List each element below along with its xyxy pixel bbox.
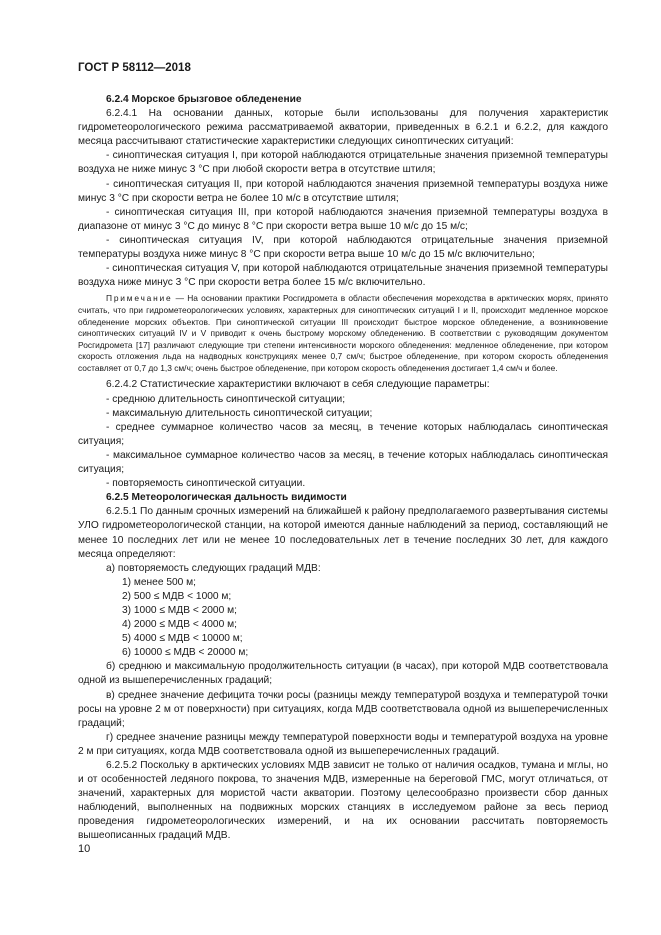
paragraph-6-2-4-1: 6.2.4.1 На основании данных, которые были использованы для получения характеристик гидрометеорологического режима рассматриваемой акватории, приведенных в 6.2.1 и 6.2.2, для каждого месяца рассчитывают статистические характеристики следующих синоптических ситуаций:	[78, 108, 608, 148]
section-heading-6-2-5: 6.2.5 Метеорологическая дальность видимости	[106, 492, 347, 504]
param-3: - среднее суммарное количество часов за месяц, в течение которых наблюдалась синоптическая ситуация;	[78, 421, 608, 447]
item-b: б) среднюю и максимальную продолжительность ситуации (в часах), при которой МДВ соответствовала одной из вышеперечисленных градаций;	[78, 661, 608, 687]
gradation-5: 5) 4000 ≤ МДВ < 10000 м;	[122, 633, 243, 645]
item-g: г) среднее значение разницы между температурой поверхности воды и температурой воздуха на уровне 2 м при ситуациях, когда МДВ соответствовала одной из вышеперечисленных градаций.	[78, 731, 608, 757]
param-2: - максимальную длительность синоптической ситуации;	[106, 407, 373, 419]
document-header: ГОСТ Р 58112—2018	[78, 62, 191, 74]
situation-3: - синоптическая ситуация III, при которой наблюдаются значения приземной температуры воздуха в диапазоне от минус 3 °С до минус 8 °С при скорости ветра выше 10 м/с до 15 м/с;	[78, 206, 608, 232]
page-number: 10	[78, 843, 91, 855]
situation-4: - синоптическая ситуация IV, при которой наблюдаются отрицательные значения приземной температуры воздуха ниже минус 8 °С при скорости ветра выше 10 м/с до 15 м/с включительно;	[78, 234, 608, 261]
note-label: Примечание	[106, 293, 173, 304]
paragraph-6-2-5-1: 6.2.5.1 По данным срочных измерений на ближайшей к району предполагаемого развертывания системы УЛО гидрометеорологической станции, на которой имеются данные наблюдений за период, составляющий не менее 10 последних лет или не менее 10 последовательных лет в течение последних 30 лет, для каждого месяца определяют:	[78, 506, 608, 560]
gradation-2: 2) 500 ≤ МДВ < 1000 м;	[122, 590, 232, 602]
document-body	[78, 93, 608, 844]
param-1: - среднюю длительность синоптической ситуации;	[106, 393, 346, 405]
gradation-4: 4) 2000 ≤ МДВ < 4000 м;	[122, 619, 237, 631]
param-4: - максимальное суммарное количество часов за месяц, в течение которых наблюдалась синоптическая ситуация;	[78, 449, 608, 476]
note-text: — На основании практики Росгидромета в области обеспечения мореходства в арктических морях, принято считать, что при гидрометеорологических условиях, характерных для синоптических ситуаций I и II, происходит медленное морское обледенение морских объектов. При синоптической ситуации III происходит быстрое морское обледенение, а возникновение синоптических ситуаций IV и V приводит к очень быстрому морскому обледенению. В соответствии с руководящим документом Росгидромета [17] различают следующие три степени интенсивности морского обледенения: медленное обледенение, при котором скорость отложения льда на надводных конструкциях менее 0,7 см/ч; быстрое обледенение, при котором скорость обледенения составляет от 0,7 до 1,3 см/ч; очень быстрое обледенение, при котором скорость обледенения достигает 1,4 см/ч и более.	[78, 293, 608, 373]
item-a: а) повторяемость следующих градаций МДВ:	[106, 562, 321, 574]
item-v: в) среднее значение дефицита точки росы (разницы между температурой воздуха и температурой точки росы на уровне 2 м от поверхности) при ситуациях, когда МДВ соответствовала одной из вышеперечисленных градаций;	[78, 689, 608, 729]
situation-2: - синоптическая ситуация II, при которой наблюдаются значения приземной температуры воздуха ниже минус 3 °С при скорости ветра не более 10 м/с в отсутствие штиля;	[78, 178, 608, 204]
gradation-1: 1) менее 500 м;	[122, 576, 197, 588]
section-heading-6-2-4: 6.2.4 Морское брызговое обледенение	[106, 94, 302, 105]
gradation-6: 6) 10000 ≤ МДВ < 20000 м;	[122, 647, 249, 659]
situation-5: - синоптическая ситуация V, при которой наблюдаются отрицательные значения приземной температуры воздуха ниже минус 3 °С при скорости ветра более 15 м/с включительно.	[78, 263, 608, 289]
gradation-3: 3) 1000 ≤ МДВ < 2000 м;	[122, 604, 237, 616]
note	[78, 293, 608, 374]
paragraph-6-2-4-2: 6.2.4.2 Статистические характеристики включают в себя следующие параметры:	[106, 379, 490, 391]
paragraph-6-2-5-2: 6.2.5.2 Поскольку в арктических условиях МДВ зависит не только от наличия осадков, тумана и мглы, но и от особенностей ледяного покрова, то значения МДВ, измеренные на береговой ГМС, могут отличаться, от значений, характерных для мористой части акватории. Поэтому целесообразно произвести сбор данных наблюдений, выполненных на подвижных морских станциях в исследуемом районе за весь период проведения гидрометеорологических измерений, и на их основании рассчитать повторяемость вышеописанных градаций МДВ.	[78, 760, 608, 842]
param-5: - повторяемость синоптической ситуации.	[106, 478, 306, 490]
situation-1: - синоптическая ситуация I, при которой наблюдаются отрицательные значения приземной температуры воздуха не ниже минус 3 °С при любой скорости ветра в отсутствие штиля;	[78, 150, 608, 176]
